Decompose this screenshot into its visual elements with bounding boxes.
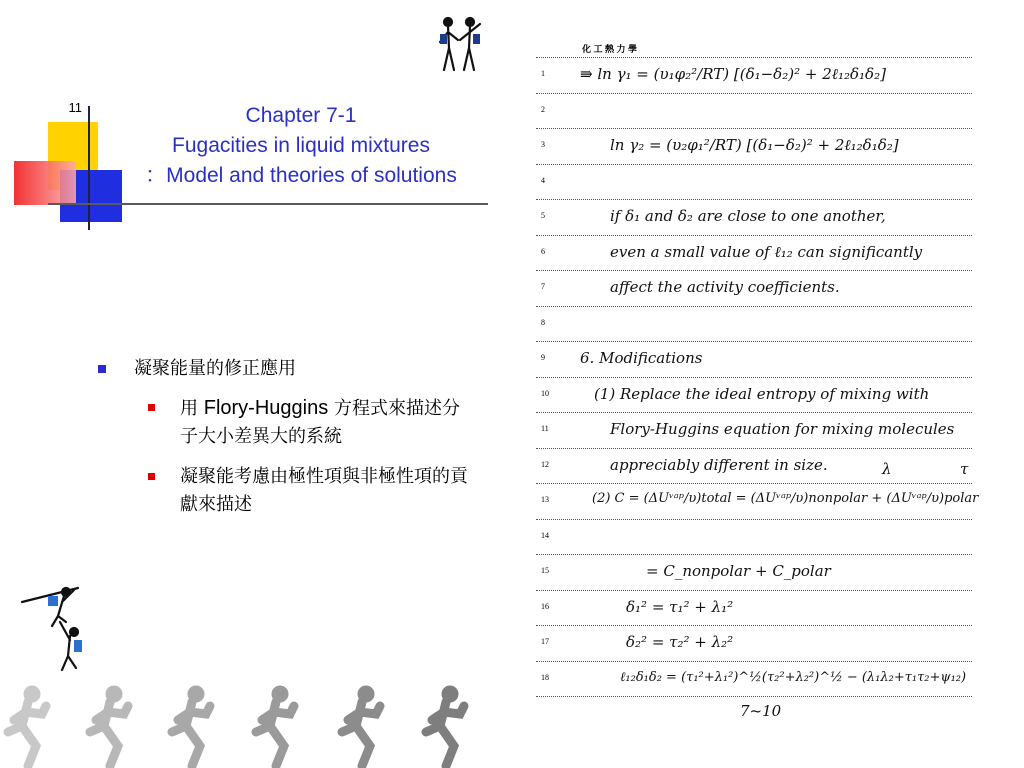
- line-number: 17: [541, 637, 549, 646]
- title-line-1: Chapter 7-1: [245, 104, 357, 127]
- ruled-line: [536, 554, 972, 555]
- handwritten-line: ℓ₁₂δ₁δ₂ = (τ₁²+λ₁²)^½(τ₂²+λ₂²)^½ − (λ₁λ₂+τ₁τ₂+ψ₁₂): [620, 669, 967, 685]
- handwritten-line: δ₁² = τ₁² + λ₁²: [626, 597, 734, 616]
- line-number: 4: [541, 175, 545, 185]
- annotation-symbol: τ: [960, 459, 969, 478]
- sub-bullet-1-post: 方程式來描述分子大小差異大的系統: [180, 398, 460, 447]
- sub-bullet-2: [180, 463, 470, 519]
- handwritten-line: Flory-Huggins equation for mixing molecules: [610, 420, 955, 438]
- line-number: 1: [541, 69, 545, 78]
- bullet-main: [96, 356, 476, 382]
- ruled-line: [536, 661, 972, 662]
- handwritten-line: if δ₁ and δ₂ are close to one another,: [610, 207, 886, 225]
- line-number: 7: [541, 282, 545, 291]
- handwritten-line: = C_nonpolar + C_polar: [646, 562, 831, 580]
- line-number: 13: [541, 495, 549, 504]
- bullet-list: [96, 356, 476, 519]
- line-number: 15: [541, 566, 549, 575]
- ruled-line: [536, 164, 972, 165]
- slide-title: [112, 101, 490, 191]
- line-number: 10: [541, 388, 549, 398]
- title-line-2: Fugacities in liquid mixtures: [172, 134, 430, 157]
- handwritten-line: 6. Modifications: [580, 349, 703, 367]
- ruled-line: [536, 412, 972, 413]
- sub-bullet-1-latin: Flory-Huggins: [203, 397, 329, 419]
- handwritten-line: (1) Replace the ideal entropy of mixing with: [594, 384, 930, 403]
- slide-number: 11: [68, 100, 82, 115]
- line-number: 11: [541, 424, 549, 433]
- line-number: 9: [541, 353, 545, 362]
- running-figures-icon: [0, 684, 490, 768]
- line-number: 6: [541, 246, 545, 256]
- decor-vertical-line: [88, 106, 90, 230]
- ruled-line: [536, 377, 972, 378]
- red-square-bullet-icon: [148, 473, 155, 480]
- sub-bullet-1: [180, 394, 470, 451]
- line-number: 3: [541, 140, 545, 149]
- title-line-3: ：Model and theories of solutions: [145, 164, 457, 187]
- title-underline: [48, 203, 488, 205]
- handwritten-line: (2) C = (ΔUᵛᵃᵖ/υ)total = (ΔUᵛᵃᵖ/υ)nonpolar + (ΔUᵛᵃᵖ/υ)polar: [592, 491, 979, 506]
- sub-bullet-1-pre: 用: [180, 398, 204, 419]
- ruled-line: [536, 128, 972, 129]
- red-square-bullet-icon: [148, 404, 155, 411]
- ruled-line: [536, 306, 972, 307]
- ruled-line: [536, 483, 972, 484]
- annotation-symbol: λ: [882, 459, 892, 478]
- ruled-line: [536, 341, 972, 342]
- handwritten-line: ln γ₂ = (υ₂φ₁²/RT) [(δ₁−δ₂)² + 2ℓ₁₂δ₁δ₂]: [610, 136, 899, 154]
- handwritten-line: even a small value of ℓ₁₂ can significantly: [610, 242, 923, 261]
- handwritten-line: appreciably different in size.: [610, 455, 828, 474]
- handwritten-line: affect the activity coefficients.: [610, 278, 840, 296]
- line-number: 2: [541, 104, 545, 114]
- ruled-line: [536, 199, 972, 200]
- notes-header: 化 工 熱 力 學: [582, 44, 638, 54]
- notes-page-reference: 7~10: [740, 702, 782, 720]
- ruled-line: [536, 270, 972, 271]
- blue-square-bullet-icon: [98, 365, 106, 373]
- handwritten-line: ⇛ ln γ₁ = (υ₁φ₂²/RT) [(δ₁−δ₂)² + 2ℓ₁₂δ₁δ₂]: [580, 65, 886, 83]
- line-number: 14: [541, 530, 549, 540]
- decor-red-square: [14, 161, 76, 205]
- ruled-line: [536, 625, 972, 626]
- handshake-figure-icon: [436, 14, 484, 74]
- ruled-line: [536, 235, 972, 236]
- ruled-line: [536, 590, 972, 591]
- handwritten-notes-page: [536, 40, 979, 704]
- line-number: 16: [541, 601, 549, 611]
- handwritten-line: δ₂² = τ₂² + λ₂²: [626, 633, 734, 651]
- ruled-line: [536, 519, 972, 520]
- ruled-line: [536, 57, 972, 58]
- line-number: 8: [541, 317, 545, 327]
- ruled-line: [536, 696, 972, 697]
- climbing-figure-icon: [18, 582, 84, 674]
- line-number: 12: [541, 459, 549, 469]
- sub-bullet-2-text: 凝聚能考慮由極性項與非極性項的貢獻來描述: [180, 466, 468, 515]
- ruled-line: [536, 93, 972, 94]
- bullet-main-text: 凝聚能量的修正應用: [134, 358, 296, 379]
- ruled-line: [536, 448, 972, 449]
- line-number: 5: [541, 211, 545, 220]
- line-number: 18: [541, 672, 549, 682]
